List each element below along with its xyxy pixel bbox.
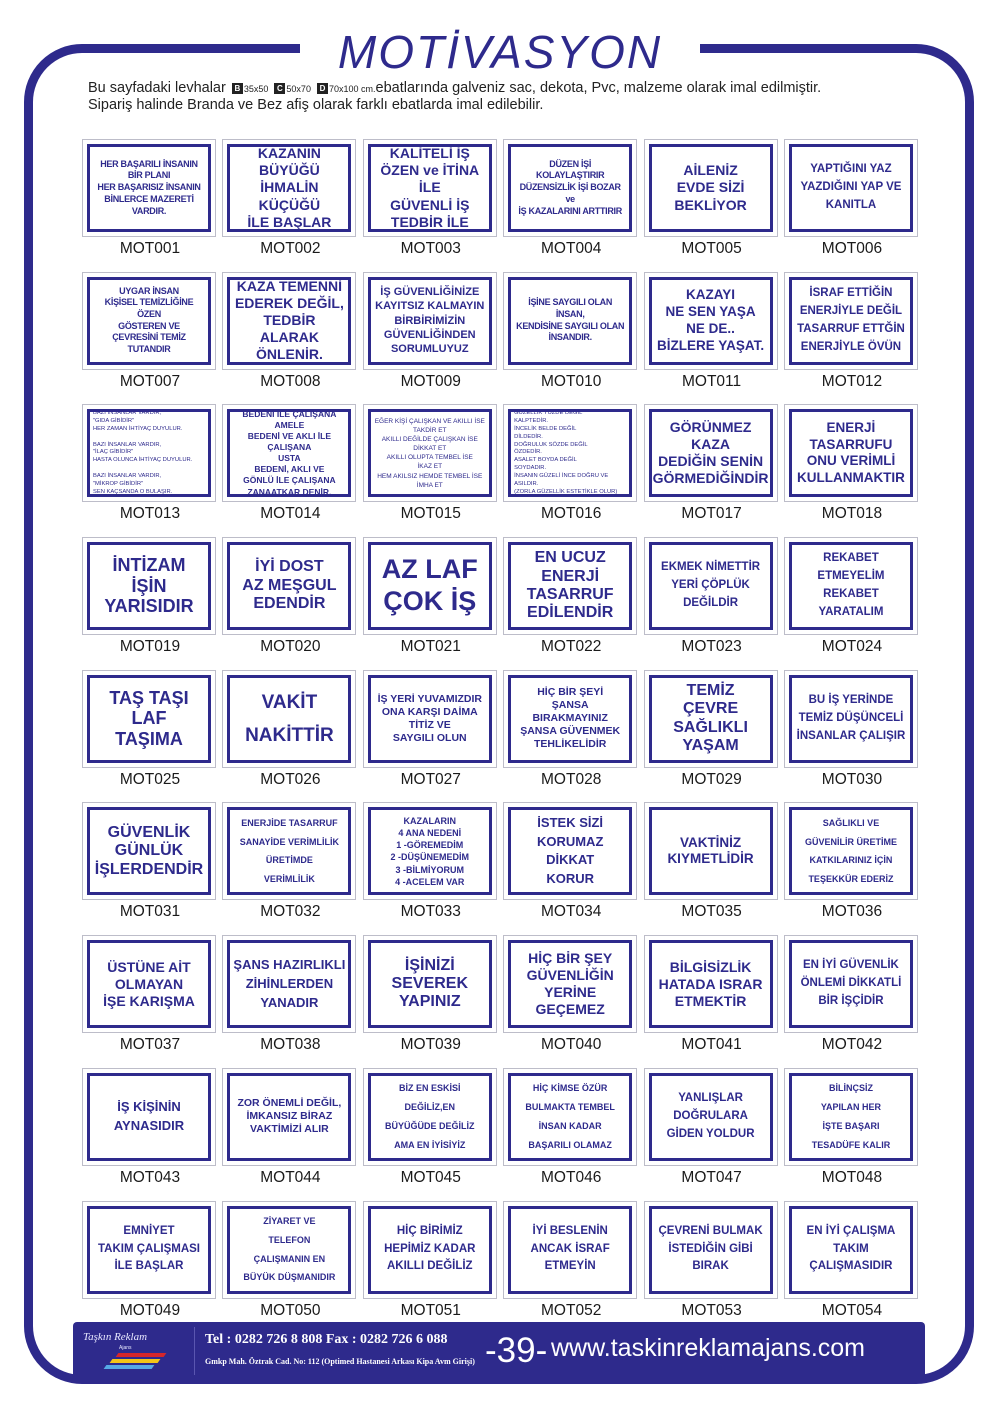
sign-text: EKMEK NİMETTİR YERİ ÇÖPLÜK DEĞİLDİR	[661, 561, 761, 609]
sign-text: HİÇ KİMSE ÖZÜR BULMAKTA TEMBEL İNSAN KADAR BAŞARILI OLAMAZ	[525, 1083, 615, 1150]
sign-plate	[784, 272, 918, 370]
sign-code: MOT048	[821, 1168, 883, 1186]
sign-card[interactable]	[642, 537, 782, 670]
sign-code: MOT022	[541, 638, 602, 656]
company-logo	[79, 1327, 195, 1375]
sign-card[interactable]	[782, 1201, 922, 1334]
sign-text: YAPTIĞINI YAZ YAZDIĞINI YAP VE KANITLA	[800, 163, 902, 211]
sign-code: MOT016	[541, 505, 602, 523]
sign-border	[789, 1206, 913, 1294]
sign-plate	[784, 935, 918, 1033]
logo-sub: Ajans	[119, 1345, 132, 1351]
sign-border	[789, 277, 913, 365]
sign-code: MOT053	[681, 1301, 742, 1319]
sign-card[interactable]	[80, 1068, 220, 1201]
sign-plate	[784, 537, 918, 635]
sign-code: MOT036	[821, 903, 883, 921]
sign-plate	[363, 139, 497, 237]
sign-card[interactable]	[361, 1068, 501, 1201]
sign-border	[87, 1206, 211, 1294]
sign-card[interactable]	[220, 1201, 360, 1334]
sign-text: KALİTELİ İŞ ÖZEN ve İTİNA İLE GÜVENLİ İŞ TEDBİR İLE	[380, 145, 480, 230]
sign-plate	[82, 272, 216, 370]
sign-border	[649, 675, 773, 763]
sign-card[interactable]	[501, 139, 641, 272]
sign-code: MOT010	[541, 372, 602, 390]
sign-code: MOT006	[821, 240, 883, 257]
logo-stripe-yellow	[110, 1359, 161, 1363]
sign-border	[508, 542, 632, 630]
sign-plate	[363, 272, 497, 370]
sign-border	[87, 940, 211, 1028]
sign-plate	[644, 139, 778, 237]
sign-card[interactable]	[220, 139, 360, 272]
sign-plate	[222, 802, 356, 900]
sign-plate	[503, 537, 637, 635]
sign-border	[508, 1073, 632, 1161]
sign-text: DÜZEN İŞİ KOLAYLAŞTIRIR DÜZENSİZLİK İŞİ BOZAR ve İŞ KAZALARINI ARTTIRIR	[518, 158, 622, 216]
sign-plate	[82, 404, 216, 502]
sign-text: ENERJİDE TASARRUF SANAYİDE VERİMLİLİK ÜRETİMDE VERİMLİLİK	[239, 817, 339, 885]
sign-border	[227, 277, 351, 365]
sign-plate	[503, 272, 637, 370]
sign-card[interactable]	[361, 537, 501, 670]
sign-card[interactable]	[220, 537, 360, 670]
sign-card[interactable]	[361, 802, 501, 935]
size-d-badge: D	[317, 83, 328, 94]
sign-card[interactable]	[220, 935, 360, 1068]
sign-code: MOT047	[681, 1168, 742, 1186]
sign-code: MOT027	[400, 770, 461, 788]
sign-text: İŞİNE SAYGILI OLAN İNSAN, KENDİSİNE SAYGILI OLAN İNSANDIR.	[516, 297, 625, 343]
sign-text: İYİ DOST AZ MEŞGUL EDENDİR	[242, 558, 337, 613]
sign-border	[508, 675, 632, 763]
sign-border	[789, 1073, 913, 1161]
sign-code: MOT021	[400, 638, 461, 656]
sign-plate	[784, 802, 918, 900]
sign-text: TEMİZ ÇEVRE SAĞLIKLI YAŞAM	[673, 681, 748, 755]
logo-stripe-blue	[104, 1365, 155, 1369]
sign-border	[227, 144, 351, 232]
sign-card[interactable]	[501, 537, 641, 670]
sign-border	[227, 807, 351, 895]
sign-card[interactable]	[80, 935, 220, 1068]
sign-text: BİZ EN ESKİSİ DEĞİLİZ,EN BÜYÜĞÜDE DEĞİLİZ AMA EN İYİSİYİZ	[385, 1083, 475, 1150]
sign-plate	[82, 1068, 216, 1166]
sign-card[interactable]	[501, 802, 641, 935]
sign-text: BİLİNÇSİZ YAPILAN HER İŞTE BAŞARI TESADÜFE KALIR	[811, 1083, 891, 1150]
sign-plate	[644, 802, 778, 900]
sign-border	[649, 1206, 773, 1294]
sign-plate	[222, 1068, 356, 1166]
sign-card[interactable]	[782, 670, 922, 803]
sign-card[interactable]	[80, 537, 220, 670]
sign-text: KAZALARIN 4 ANA NEDENİ 1 -GÖREMEDİM 2 -DÜŞÜNEMEDİM 3 -BİLMİYORUM 4 -ACELEM VAR	[390, 816, 470, 887]
sign-border	[368, 807, 492, 895]
sign-plate	[222, 139, 356, 237]
sign-code: MOT029	[681, 770, 742, 788]
sign-text: VAKİT NAKİTTİR	[245, 691, 334, 746]
sign-plate	[222, 537, 356, 635]
sign-card[interactable]	[80, 404, 220, 537]
sign-card[interactable]	[782, 404, 922, 537]
sign-border	[368, 409, 492, 497]
sign-border	[368, 144, 492, 232]
intro-line-1	[88, 80, 948, 97]
sign-code: MOT011	[681, 372, 742, 390]
sign-code: MOT007	[119, 372, 181, 390]
sign-code: MOT017	[681, 505, 742, 523]
sign-border	[508, 940, 632, 1028]
sign-code: MOT052	[541, 1301, 602, 1319]
sign-border	[649, 940, 773, 1028]
sign-card[interactable]	[782, 139, 922, 272]
sign-plate	[363, 404, 497, 502]
size-b-badge: B	[232, 83, 243, 94]
sign-border	[87, 675, 211, 763]
sign-border	[789, 144, 913, 232]
sign-card[interactable]	[80, 139, 220, 272]
sign-plate	[363, 537, 497, 635]
sign-card[interactable]	[642, 1201, 782, 1334]
sign-text: BEDENİ İLE ÇALIŞANA AMELE BEDENİ VE AKLI İLE ÇALIŞANA USTA BEDENİ, AKLI VE GÖNLÜ İLE ÇALIŞANA ZANAATKAR DENİR.	[242, 409, 337, 497]
sign-text: ZOR ÖNEMLİ DEĞİL, İMKANSIZ BİRAZ VAKTİMİZİ ALIR	[237, 1097, 342, 1136]
sign-border	[508, 409, 632, 497]
sign-code: MOT009	[400, 372, 461, 390]
sign-card[interactable]	[782, 935, 922, 1068]
sign-border	[368, 277, 492, 365]
sign-plate	[784, 139, 918, 237]
sign-plate	[82, 1201, 216, 1299]
sign-card[interactable]	[642, 935, 782, 1068]
sign-border	[789, 940, 913, 1028]
sign-card[interactable]	[782, 537, 922, 670]
size-b: 35x50	[243, 84, 269, 94]
sign-border	[649, 1073, 773, 1161]
sign-text: ŞANS HAZIRLIKLI ZİHİNLERDEN YANADIR	[233, 956, 346, 1010]
sign-code: MOT004	[541, 240, 602, 257]
sign-card[interactable]	[220, 404, 360, 537]
sign-plate	[363, 802, 497, 900]
sign-card[interactable]	[642, 139, 782, 272]
sign-code: MOT042	[821, 1036, 883, 1054]
sign-card[interactable]	[501, 1201, 641, 1334]
sign-code: MOT044	[260, 1168, 321, 1186]
sign-border	[87, 807, 211, 895]
sign-code: MOT039	[400, 1036, 461, 1054]
sign-code: MOT043	[119, 1168, 181, 1186]
intro-text	[88, 80, 948, 114]
sign-plate	[503, 1068, 637, 1166]
sign-border	[227, 940, 351, 1028]
sign-border	[227, 542, 351, 630]
sign-card[interactable]	[642, 272, 782, 405]
sign-border	[508, 1206, 632, 1294]
sign-border	[789, 542, 913, 630]
sign-border	[508, 807, 632, 895]
sign-code: MOT038	[260, 1036, 321, 1054]
sign-code: MOT015	[400, 505, 461, 523]
sign-plate	[503, 404, 637, 502]
sign-text: GÜVENLİK GÜNLÜK İŞLERDENDİR	[94, 823, 204, 878]
sign-code: MOT049	[119, 1301, 181, 1319]
sign-plate	[363, 1201, 497, 1299]
sign-text: İŞ KİŞİNİN AYNASIDIR	[113, 1098, 185, 1133]
sign-plate	[82, 935, 216, 1033]
sign-code: MOT040	[541, 1036, 602, 1054]
sign-text: SAĞLIKLI VE GÜVENİLİR ÜRETİME KATKILARINIZ İÇİN TEŞEKKÜR EDERİZ	[804, 817, 897, 885]
sign-card[interactable]	[80, 1201, 220, 1334]
sign-text: EMNİYET TAKIM ÇALIŞMASI İLE BAŞLAR	[97, 1224, 200, 1273]
sign-card[interactable]	[642, 404, 782, 537]
sign-code: MOT008	[260, 372, 321, 390]
footer-bar	[73, 1322, 925, 1379]
sign-card[interactable]	[80, 802, 220, 935]
sign-text: HİÇ BİR ŞEYİ ŞANSA BIRAKMAYINIZ ŞANSA GÜVENMEK TEHLİKELİDİR	[520, 685, 621, 751]
sign-code: MOT003	[400, 240, 461, 257]
sign-code: MOT026	[260, 770, 321, 788]
sign-card[interactable]	[501, 935, 641, 1068]
sign-text: HER BAŞARILI İNSANIN BİR PLANI HER BAŞARISIZ İNSANIN BİNLERCE MAZERETİ VARDIR.	[97, 158, 201, 216]
sign-code: MOT002	[260, 240, 321, 257]
sign-border	[368, 1073, 492, 1161]
sign-code: MOT051	[400, 1301, 461, 1319]
page-title: MOTİVASYON	[337, 26, 663, 78]
sign-code: MOT030	[821, 770, 883, 788]
sign-border	[87, 542, 211, 630]
sign-text: HİÇ BİRİMİZ HEPİMİZ KADAR AKILLI DEĞİLİZ	[384, 1224, 476, 1273]
sign-card[interactable]	[642, 1068, 782, 1201]
sign-plate	[644, 404, 778, 502]
sign-border	[87, 1073, 211, 1161]
sign-plate	[503, 1201, 637, 1299]
sign-plate	[784, 1201, 918, 1299]
sign-plate	[222, 1201, 356, 1299]
sign-border	[368, 940, 492, 1028]
sign-text: ÜSTÜNE AİT OLMAYAN İŞE KARIŞMA	[103, 958, 195, 1009]
sign-text: BAZI İNSANLAR VARDIR, "GIDA GİBİDİR" HER ZAMAN İHTİYAÇ DUYULUR. BAZI İNSANLAR VARDIR, "İLAÇ GİBİDİR" HASTA OLUNCA İHTİYAÇ DUYULUR. BAZI İNSANLAR VARDIR, "MİKROP GİBİDİR" SEN KAÇSANDA O BULAŞIR.	[93, 410, 193, 495]
intro-after: ebatlarında galveniz sac, dekota, Pvc, malzeme olarak imal edilmiştir.	[375, 80, 822, 96]
sign-code: MOT019	[119, 638, 181, 656]
sign-border	[789, 675, 913, 763]
sign-card[interactable]	[501, 404, 641, 537]
sign-code: MOT045	[400, 1168, 461, 1186]
sign-text: BİLGİSİZLİK HATADA ISRAR ETMEKTİR	[658, 958, 763, 1009]
sign-code: MOT054	[821, 1301, 883, 1319]
sign-text: ÇEVRENİ BULMAK İSTEDİĞİN GİBİ BIRAK	[658, 1224, 763, 1273]
sign-code: MOT034	[541, 903, 602, 921]
sign-card[interactable]	[361, 935, 501, 1068]
sign-plate	[503, 670, 637, 768]
sign-border	[227, 409, 351, 497]
sign-text: TAŞ TAŞI LAF TAŞIMA	[109, 687, 189, 750]
sign-plate	[363, 1068, 497, 1166]
intro-before: Bu sayfadaki levhalar	[88, 80, 226, 96]
sign-plate	[644, 1068, 778, 1166]
sign-border	[789, 807, 913, 895]
size-d: 70x100 cm.	[328, 84, 376, 94]
sign-card[interactable]	[501, 670, 641, 803]
sign-code: MOT020	[260, 638, 321, 656]
sign-text: HİÇ BİR ŞEY GÜVENLİĞİN YERİNE GEÇEMEZ	[526, 949, 614, 1018]
sign-card[interactable]	[220, 802, 360, 935]
sign-code: MOT025	[119, 770, 181, 788]
sign-text: İSTEK SİZİ KORUMAZ DİKKAT KORUR	[536, 814, 604, 887]
sign-border	[227, 1206, 351, 1294]
sign-code: MOT014	[260, 505, 321, 523]
logo-text: Taşkın Reklam	[83, 1331, 148, 1343]
sign-code: MOT037	[119, 1036, 181, 1054]
sign-card[interactable]	[361, 1201, 501, 1334]
sign-text: ENERJİ TASARRUFU ONU VERİMLİ KULLANMAKTIR	[796, 419, 905, 486]
sign-card[interactable]	[220, 670, 360, 803]
sign-text: GÖRÜNMEZ KAZA DEDİĞİN SENİN GÖRMEDİĞİNDİR	[652, 419, 769, 487]
sign-text: KAZAYI NE SEN YAŞA NE DE.. BİZLERE YAŞAT.	[657, 286, 765, 353]
sign-border	[649, 542, 773, 630]
sign-card[interactable]	[642, 802, 782, 935]
sign-border	[368, 675, 492, 763]
sign-card[interactable]	[361, 670, 501, 803]
sign-plate	[784, 670, 918, 768]
contact-phone-fax: Tel : 0282 726 8 808 Fax : 0282 726 6 088	[205, 1332, 448, 1347]
sign-text: UYGAR İNSAN KİŞİSEL TEMİZLİĞİNE ÖZEN GÖSTEREN VE ÇEVRESİNİ TEMİZ TUTANDIR	[104, 285, 194, 355]
sign-plate	[503, 935, 637, 1033]
sign-code: MOT035	[681, 903, 742, 921]
sign-code: MOT023	[681, 638, 742, 656]
sign-text: EN UCUZ ENERJİ TASARRUF EDİLENDİR	[526, 549, 614, 622]
sign-border	[649, 807, 773, 895]
title-wrap	[300, 24, 700, 80]
sign-plate	[644, 670, 778, 768]
sign-text: İŞ YERİ YUVAMIZDIR ONA KARŞI DAİMA TİTİZ VE SAYGILI OLUN	[377, 692, 482, 744]
sign-plate	[222, 670, 356, 768]
sign-code: MOT031	[119, 903, 181, 921]
sign-card[interactable]	[361, 272, 501, 405]
sign-plate	[644, 935, 778, 1033]
sign-text: ZİYARET VE TELEFON ÇALIŞMANIN EN BÜYÜK DÜŞMANIDIR	[243, 1215, 336, 1283]
sign-border	[87, 277, 211, 365]
sign-plate	[82, 802, 216, 900]
sign-text: AZ LAF ÇOK İŞ	[381, 554, 478, 617]
sign-card[interactable]	[361, 139, 501, 272]
sign-text: REKABET ETMEYELİM REKABET YARATALIM	[817, 552, 885, 618]
sign-code: MOT033	[400, 903, 461, 921]
sign-border	[508, 277, 632, 365]
sign-plate	[363, 935, 497, 1033]
sign-border	[87, 144, 211, 232]
sign-text: YANLIŞLAR DOĞRULARA GİDEN YOLDUR	[666, 1092, 755, 1140]
sign-text: İŞ GÜVENLİĞİNİZE KAYITSIZ KALMAYIN BİRBİRİMİZİN GÜVENLİĞİNDEN SORUMLUYUZ	[375, 285, 485, 356]
logo-stripe-red	[116, 1353, 167, 1357]
sign-card[interactable]	[782, 1068, 922, 1201]
sign-text: KAZA TEMENNİ EDEREK DEĞİL, TEDBİR ALARAK ÖNLENİR.	[234, 278, 344, 363]
intro-line-2: Sipariş halinde Branda ve Bez afiş olarak farklı ebatlarda imal edilebilir.	[88, 97, 544, 113]
sign-plate	[82, 139, 216, 237]
sign-card[interactable]	[80, 670, 220, 803]
size-c-badge: C	[274, 83, 285, 94]
page-number: -39-	[485, 1331, 548, 1370]
sign-plate	[503, 139, 637, 237]
sign-border	[368, 1206, 492, 1294]
sign-code: MOT046	[541, 1168, 602, 1186]
sign-code: MOT032	[260, 903, 321, 921]
sign-plate	[222, 272, 356, 370]
sign-code: MOT028	[541, 770, 602, 788]
sign-plate	[503, 802, 637, 900]
sign-plate	[222, 404, 356, 502]
sign-text: EN İYİ GÜVENLİK ÖNLEMİ DİKKATLİ BİR İŞÇİDİR	[800, 959, 902, 1008]
sign-code: MOT005	[681, 240, 742, 257]
sign-card[interactable]	[80, 272, 220, 405]
sign-card[interactable]	[361, 404, 501, 537]
sign-border	[227, 1073, 351, 1161]
sign-card[interactable]	[220, 1068, 360, 1201]
website-link[interactable]: www.taskinreklamajans.com	[551, 1334, 865, 1362]
sign-code: MOT001	[119, 240, 181, 257]
sign-text: GÜZELLİK YÜZDE DEĞİL KALPTEDİR. İNCELİK BELDE DEĞİL DİLDEDİR. DOĞRULUK SÖZDE DEĞİL ÖZDEDİR. ASALET BOYDA DEĞİL SOYDADIR. İNSANIN GÜZELİ İNCE DOĞRU VE ASILDIR. (ZORLA GÜZELLİK ESTETİKLE OLUR)	[514, 410, 618, 495]
sign-border	[368, 542, 492, 630]
sign-plate	[363, 670, 497, 768]
contact-address: Gmkp Mah. Öztrak Cad. No: 112 (Optimed Hastanesi Arkası Kipa Avm Girişi)	[205, 1357, 475, 1366]
sign-code: MOT013	[119, 505, 181, 523]
sign-text: BU İŞ YERİNDE TEMİZ DÜŞÜNCELİ İNSANLAR ÇALIŞIR	[796, 694, 906, 742]
sign-code: MOT012	[821, 372, 883, 390]
sign-card[interactable]	[501, 1068, 641, 1201]
sign-plate	[82, 537, 216, 635]
sign-border	[87, 409, 211, 497]
sign-border	[649, 277, 773, 365]
size-c: 50x70	[286, 84, 311, 94]
sign-text: VAKTİNİZ KIYMETLİDİR	[667, 834, 754, 867]
sign-card[interactable]	[782, 802, 922, 935]
sign-plate	[644, 537, 778, 635]
sign-border	[649, 144, 773, 232]
sign-code: MOT018	[821, 505, 883, 523]
sign-code: MOT024	[821, 638, 883, 656]
sign-border	[508, 144, 632, 232]
sign-text: İSRAF ETTİĞİN ENERJİYLE DEĞİL TASARRUF ETTĞİN ENERJİYLE ÖVÜN	[797, 287, 905, 353]
sign-border	[789, 409, 913, 497]
sign-text: AİLENİZ EVDE SİZİ BEKLİYOR	[674, 162, 747, 213]
sign-border	[227, 675, 351, 763]
sign-border	[649, 409, 773, 497]
sign-card[interactable]	[501, 272, 641, 405]
sign-plate	[644, 1201, 778, 1299]
sign-plate	[222, 935, 356, 1033]
sign-text: İNTİZAM İŞİN YARISIDIR	[104, 555, 194, 617]
sign-text: EN İYİ ÇALIŞMA TAKIM ÇALIŞMASIDIR	[806, 1224, 896, 1273]
sign-text: İŞİNİZİ SEVEREK YAPINIZ	[391, 956, 469, 1011]
sign-plate	[82, 670, 216, 768]
sign-card[interactable]	[642, 670, 782, 803]
sign-plate	[644, 272, 778, 370]
sign-card[interactable]	[220, 272, 360, 405]
sign-grid	[80, 139, 922, 1333]
sign-text: İYİ BESLENİN ANCAK İSRAF ETMEYİN	[530, 1224, 610, 1273]
sign-plate	[784, 1068, 918, 1166]
sign-card[interactable]	[782, 272, 922, 405]
sign-plate	[784, 404, 918, 502]
sign-text: EĞER KİŞİ ÇALIŞKAN VE AKILLI İSE TAKDİR ET AKILLI DEĞİLDE ÇALIŞKAN İSE DİKKAT ET AKILLI OLUPTA TEMBEL İSE İKAZ ET HEM AKILSIZ HEMDE TEMBEL İSE İMHA ET	[374, 418, 485, 489]
sign-text: KAZANIN BÜYÜĞÜ İHMALİN KÜÇÜĞÜ İLE BAŞLAR	[247, 145, 332, 230]
sign-code: MOT050	[260, 1301, 321, 1319]
sign-code: MOT041	[681, 1036, 742, 1054]
